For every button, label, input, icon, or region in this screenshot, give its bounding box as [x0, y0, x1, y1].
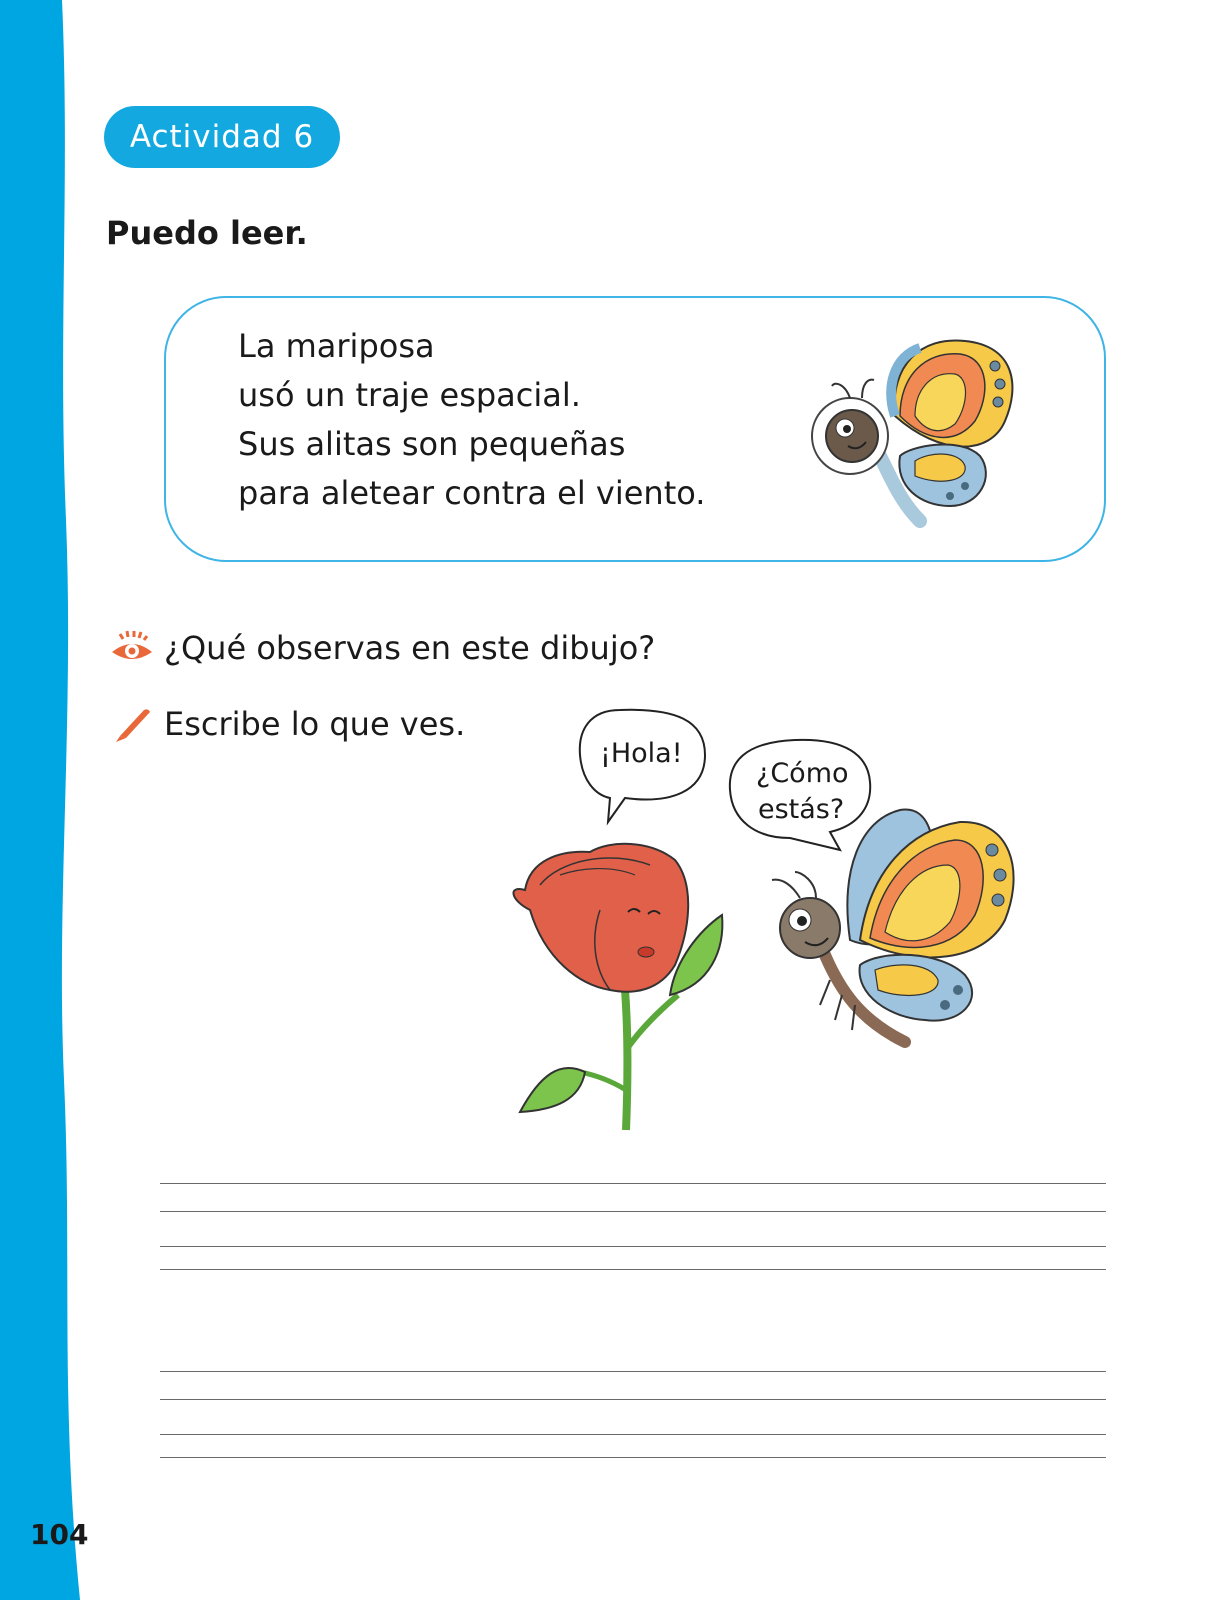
- side-band-shape: [0, 0, 80, 1600]
- writing-line: [160, 1371, 1106, 1372]
- butterfly-speech-bubble: [730, 740, 870, 850]
- page-number: 104: [30, 1518, 89, 1551]
- writing-line: [160, 1183, 1106, 1184]
- butterfly-astronaut-illustration: [790, 306, 1050, 556]
- writing-line: [160, 1246, 1106, 1247]
- writing-lines-group-1[interactable]: [160, 1183, 1106, 1273]
- poem-line: usó un traje espacial.: [238, 376, 581, 414]
- activity-label: Actividad 6: [129, 119, 315, 155]
- butterfly-bubble-text-line1: ¿Cómo: [756, 758, 849, 789]
- writing-line: [160, 1211, 1106, 1212]
- instruction-write: [110, 704, 465, 744]
- poem-line: para aletear contra el viento.: [238, 474, 706, 512]
- writing-line: [160, 1269, 1106, 1270]
- side-band: [0, 0, 110, 1600]
- rose-butterfly-scene: [500, 700, 1060, 1160]
- instruction-observe: [110, 628, 655, 668]
- writing-line: [160, 1434, 1106, 1435]
- poem: [238, 322, 705, 518]
- writing-lines-group-2[interactable]: [160, 1371, 1106, 1461]
- rose-bubble-text: ¡Hola!: [600, 738, 683, 769]
- pencil-icon: [110, 704, 154, 744]
- writing-line: [160, 1399, 1106, 1400]
- butterfly-bubble-text-line2: estás?: [758, 794, 845, 825]
- instruction-observe-text: ¿Qué observas en este dibujo?: [164, 629, 656, 667]
- eye-icon: [110, 628, 154, 668]
- poem-line: Sus alitas son pequeñas: [238, 425, 626, 463]
- poem-line: La mariposa: [238, 327, 435, 365]
- writing-line: [160, 1457, 1106, 1458]
- page-heading: Puedo leer.: [106, 214, 308, 252]
- butterfly-illustration: [772, 810, 1014, 1042]
- activity-badge: [104, 106, 340, 168]
- instruction-write-text: Escribe lo que ves.: [164, 705, 466, 743]
- rose-illustration: [514, 844, 723, 1130]
- rose-speech-bubble: [580, 710, 705, 822]
